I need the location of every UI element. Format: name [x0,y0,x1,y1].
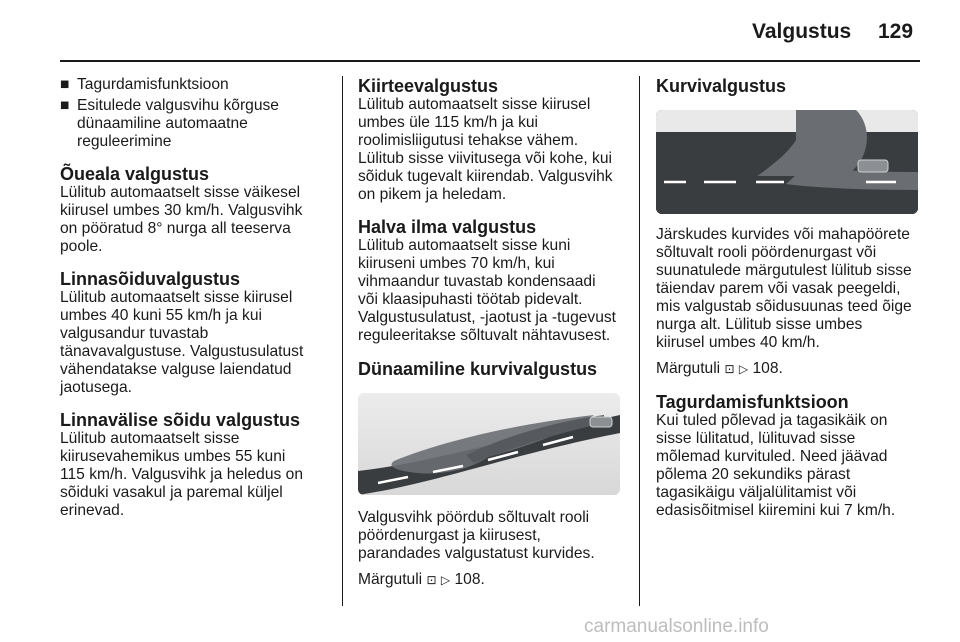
dynamic-curve-illustration [358,393,620,495]
body-line: reguleeritakse sõltuvalt nähtavusest. [358,327,611,344]
bullet-text: reguleerimine [77,133,172,150]
column-1 [60,76,326,520]
body-line: Lülitub automaatselt sisse kiirusel [358,96,591,113]
body-line: Valgustusulatust, -jaotust ja -tugevust [358,309,617,326]
bullet-item [60,76,326,94]
body-line: nurga alt. Lülitub sisse umbes [656,316,863,333]
body-line: parandades valgustatust kurvides. [358,545,595,562]
section-title: Valgustus [752,20,852,43]
header-rule [60,60,920,62]
body-line: valgusandur tuvastab [60,325,209,342]
body-line: jaotusega. [60,379,132,396]
reference-label: Märgutuli [656,360,721,377]
body-line: Lülitub automaatselt sisse kiirusel [60,289,293,306]
headlamp-indicator-icon: ⊡ [426,573,437,587]
body-line: umbes 40 kuni 55 km/h ja kui [60,307,262,324]
body-line: sõiduki vasakul ja paremal küljel [60,484,283,501]
body-line: roolimisliigutusi tehakse vähem. [358,132,579,149]
column-divider [639,76,640,606]
reference-page[interactable]: 108. [752,360,783,377]
bullet-text: Tagurdamisfunktsioon [77,76,229,93]
bullet-text: Esitulede valgusvihu kõrguse [77,97,279,114]
body-line: põlema 20 sekundiks pärast [656,466,851,483]
section-heading: Halva ilma valgustus [358,217,537,237]
bullet-text: dünaamiline automaatne [77,115,248,132]
body-line: sõltuvalt rooli pöördenurgast või [656,244,877,261]
column-divider [342,76,343,606]
reference-label: Märgutuli [358,571,423,588]
page-reference-arrow-icon: ▷ [440,573,451,587]
body-line: on pikem ja heledam. [358,186,507,203]
section-heading: Linnavälise sõidu valgustus [60,410,301,430]
section-heading: Õueala valgustus [60,164,210,184]
section-heading: Tagurdamisfunktsioon [656,392,849,412]
body-line: Lülitub sisse viivitusega või kohe, kui [358,150,612,167]
body-line: Lülitub automaatselt sisse väikesel [60,184,301,201]
body-line: on pööratud 8° nurga all teeserva [60,220,291,237]
body-line: kiirusel umbes 30 km/h. Valgusvihk [60,202,303,219]
body-line: tagasikäigu väljalülitamist või [656,484,857,501]
page-number: 129 [878,20,914,43]
body-line: Lülitub automaatselt sisse kuni [358,237,571,254]
body-line: edasisõitmisel kiiremini kui 7 km/h. [656,502,896,519]
bullet-marker: ■ [60,97,70,114]
body-line: Valgusvihk pöördub sõltuvalt rooli [358,509,590,526]
body-line: Kui tuled põlevad ja tagasikäik on [656,412,888,429]
body-line: sisse lülitatud, lülituvad sisse [656,430,856,447]
section-heading: Linnasõiduvalgustus [60,269,241,289]
body-line: erinevad. [60,502,125,519]
body-line: umbes üle 115 km/h ja kui [358,114,538,131]
body-line: sõiduk tugevalt kiirendab. Valgusvihk [358,168,613,185]
body-line: vähendatakse valguse laiendatud [60,361,292,378]
body-line: Järskudes kurvides või mahapöörete [656,226,910,243]
page-reference-arrow-icon: ▷ [738,362,749,376]
body-line: kiirusel umbes 40 km/h. [656,334,820,351]
column-2 [358,76,626,589]
column-3 [656,76,924,520]
section-heading: Kurvivalgustus [656,76,787,96]
headlamp-indicator-icon: ⊡ [724,362,735,376]
body-line: tänavavalgustuse. Valgustusulatust [60,343,304,360]
body-line: täiendav parem või vasak peegeldi, [656,280,901,297]
section-heading: Kiirteevalgustus [358,76,499,96]
body-line: kiiruseni umbes 70 km/h, kui [358,255,555,272]
bullet-item [60,97,326,151]
body-line: või klaasipuhasti töötab pidevalt. [358,291,583,308]
bullet-marker: ■ [60,76,70,93]
body-line: poole. [60,238,103,255]
body-line: Lülitub automaatselt sisse [60,430,240,447]
cornering-light-illustration [656,110,918,214]
watermark: carmanualsonline.info [584,616,769,637]
body-line: mis valgustab sõidusuunas teed õige [656,298,912,315]
indicator-reference [656,360,924,378]
section-heading: Dünaamiline kurvivalgustus [358,359,598,379]
body-line: kiirusevahemikus umbes 55 kuni [60,448,286,465]
reference-page[interactable]: 108. [454,571,485,588]
body-line: mõlemad kurvituled. Need jäävad [656,448,888,465]
indicator-reference [358,571,626,589]
body-line: vihmaandur tuvastab kondensaadi [358,273,596,290]
body-line: suunatulede märgutulest lülitub sisse [656,262,912,279]
body-line: pöördenurgast ja kiirusest, [358,527,541,544]
body-line: 115 km/h. Valgusvihk ja heledus on [60,466,304,483]
